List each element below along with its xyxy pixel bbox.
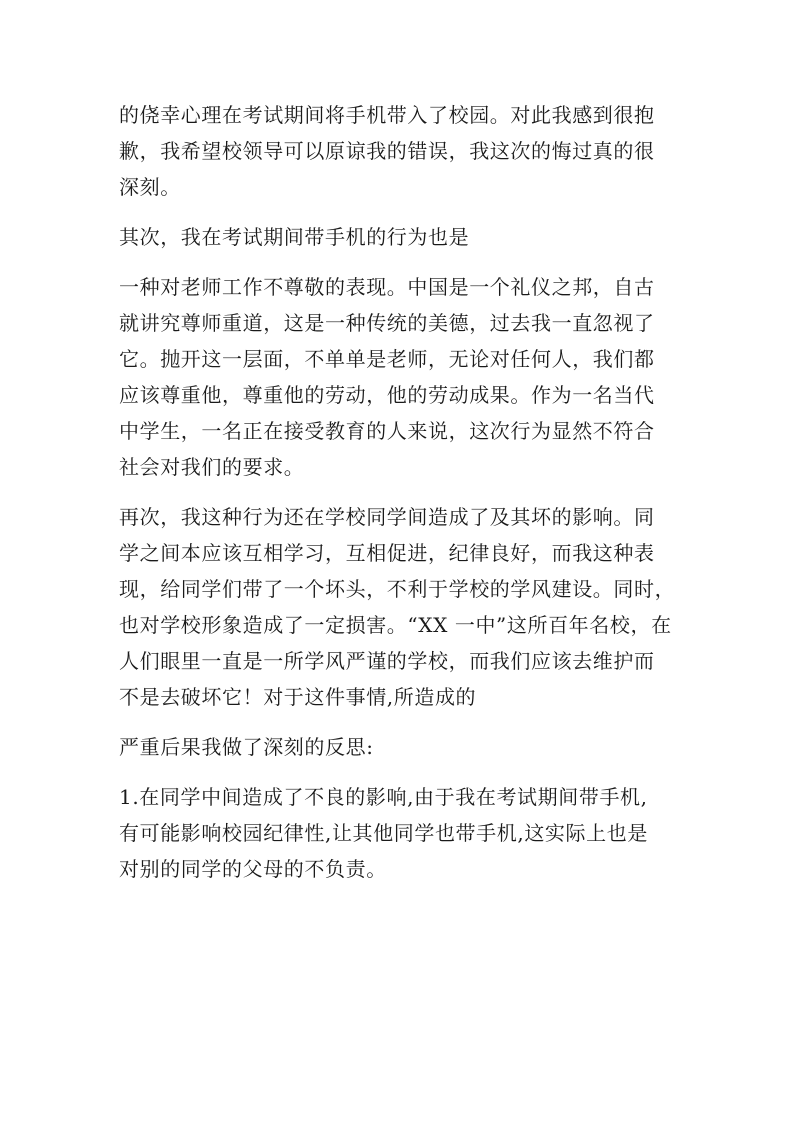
paragraph-1 <box>119 97 679 205</box>
text-line: 的侥幸心理在考试期间将手机带入了校园。对此我感到很抱 <box>119 103 655 127</box>
text-line: 1.在同学中间造成了不良的影响,由于我在考试期间带手机, <box>119 785 648 809</box>
paragraph-5 <box>119 729 679 765</box>
text-line: 人们眼里一直是一所学风严谨的学校，而我们应该去维护而 <box>119 649 655 673</box>
text-line: 不是去破坏它！对于这件事情,所造成的 <box>119 685 477 709</box>
paragraph-6 <box>119 779 679 887</box>
paragraph-2 <box>119 219 679 255</box>
text-line: 学之间本应该互相学习，互相促进，纪律良好，而我这种表 <box>119 541 655 565</box>
text-line: 它。抛开这一层面，不单单是老师，无论对任何人，我们都 <box>119 347 655 371</box>
text-line: 也对学校形象造成了一定损害。“XX 一中”这所百年名校，在 <box>119 613 672 637</box>
text-line: 应该尊重他，尊重他的劳动，他的劳动成果。作为一名当代 <box>119 383 655 407</box>
text-line: 歉，我希望校领导可以原谅我的错误，我这次的悔过真的很 <box>119 139 655 163</box>
text-line: 一种对老师工作不尊敬的表现。中国是一个礼仪之邦，自古 <box>119 275 655 299</box>
paragraph-3 <box>119 269 679 485</box>
text-line: 现，给同学们带了一个坏头，不利于学校的学风建设。同时， <box>119 577 676 601</box>
text-line: 严重后果我做了深刻的反思: <box>119 735 374 759</box>
paragraph-4 <box>119 499 679 715</box>
text-line: 再次，我这种行为还在学校同学间造成了及其坏的影响。同 <box>119 505 655 529</box>
text-line: 对别的同学的父母的不负责。 <box>119 857 387 881</box>
text-line: 社会对我们的要求。 <box>119 455 305 479</box>
text-line: 就讲究尊师重道，这是一种传统的美德，过去我一直忽视了 <box>119 311 655 335</box>
text-line: 有可能影响校园纪律性,让其他同学也带手机,这实际上也是 <box>119 821 648 845</box>
document-page <box>119 95 679 887</box>
text-line: 其次，我在考试期间带手机的行为也是 <box>119 225 470 249</box>
text-line: 深刻。 <box>119 175 181 199</box>
text-line: 中学生，一名正在接受教育的人来说，这次行为显然不符合 <box>119 419 655 443</box>
